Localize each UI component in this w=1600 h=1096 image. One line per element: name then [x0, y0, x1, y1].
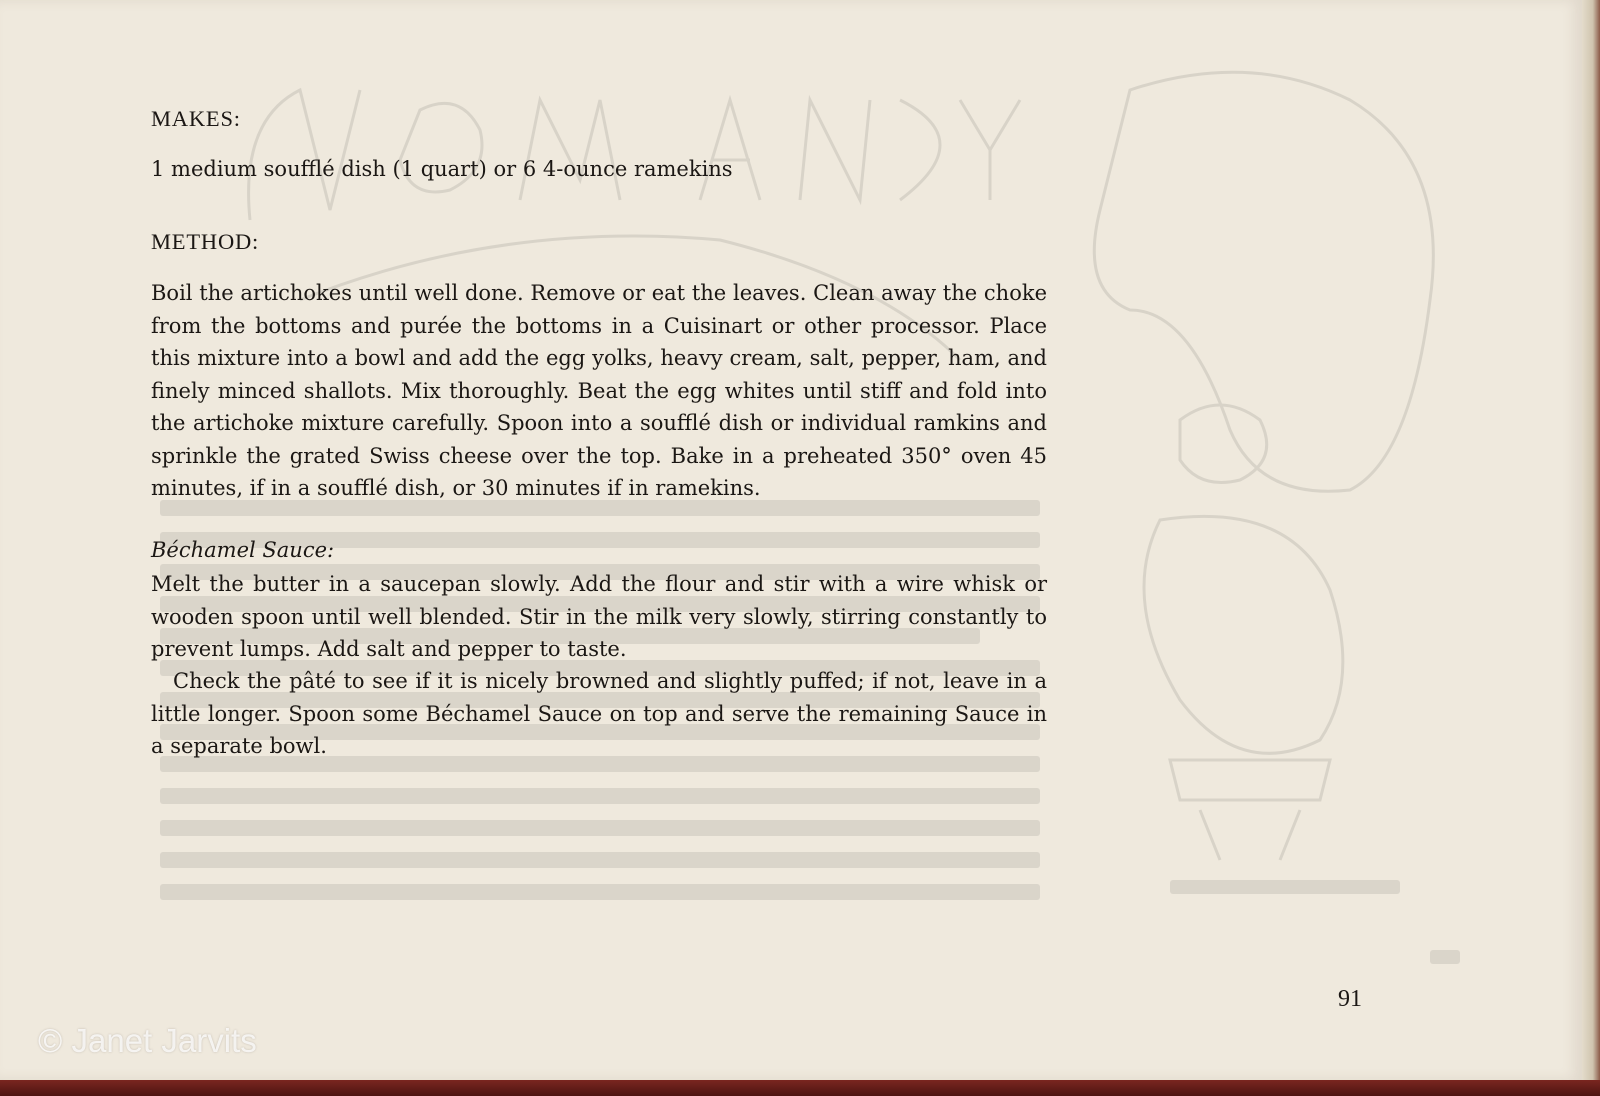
page-number: 91 — [1338, 986, 1362, 1012]
method-paragraph: Boil the artichokes until well done. Remove or eat the leaves. Clean away the choke from the bottoms and purée the bottoms in a Cuisinart or other processor. Place this mixture into a bowl and add the egg yolks, heavy cream, salt, pepper, ham, and finely minced shallots. Mix thoroughly. Beat the egg whites until stiff and fold into the artichoke mixture carefully. Spoon into a soufflé dish or individual ramkins and sprinkle the grated Swiss cheese over the top. Bake in a preheated 350° oven 45 minutes, if in a soufflé dish, or 30 minutes if in ramekins. — [151, 281, 1047, 500]
makes-text: 1 medium soufflé dish (1 quart) or 6 4-ounce ramekins — [151, 157, 733, 181]
makes-label: MAKES: — [151, 106, 241, 131]
book-cover-edge — [0, 1080, 1600, 1096]
copyright-watermark: © Janet Jarvits — [38, 1022, 257, 1059]
page-edge — [1582, 0, 1600, 1096]
bechamel-heading: Béchamel Sauce: — [151, 538, 335, 562]
bechamel-paragraph: Melt the butter in a saucepan slowly. Add the flour and stir with a wire whisk or wooden spoon until well blended. Stir in the milk very slowly, stirring constantly to prevent lumps. Add salt and pepper to taste. — [151, 572, 1047, 661]
closing-paragraph: Check the pâté to see if it is nicely browned and slightly puffed; if not, leave in a little longer. Spoon some Béchamel Sauce on top and serve the remaining Sauce in a separate bowl. — [151, 669, 1047, 758]
method-label: METHOD: — [151, 229, 260, 254]
